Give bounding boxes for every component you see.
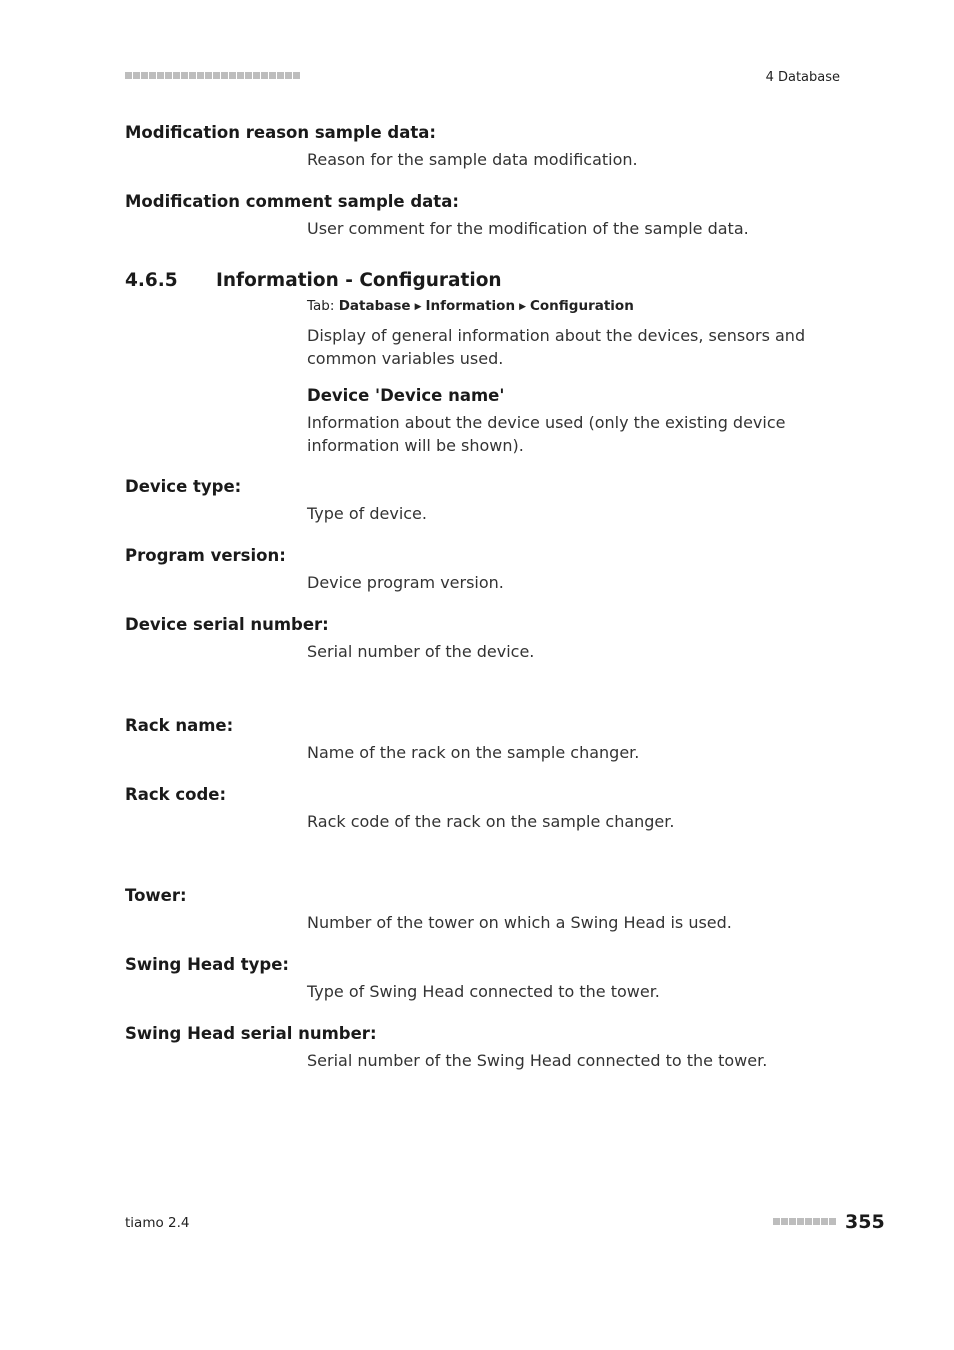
subheading-device-name: Device 'Device name' (307, 386, 505, 405)
term-modification-comment: Modification comment sample data: (125, 192, 459, 211)
term-swing-head-type: Swing Head type: (125, 955, 290, 974)
desc-program-version: Device program version. (307, 573, 504, 592)
chapter-header: 4 Database (765, 70, 840, 85)
section-title: Information - Configuration (216, 270, 502, 291)
triangle-right-icon: ▶ (519, 302, 526, 312)
term-rack-code: Rack code: (125, 785, 227, 804)
desc-device-serial-number: Serial number of the device. (307, 642, 535, 661)
tab-path-database: Database (338, 298, 411, 314)
desc-modification-comment: User comment for the modification of the sample data. (307, 219, 749, 238)
desc-rack-code: Rack code of the rack on the sample changer. (307, 812, 675, 831)
term-modification-reason: Modification reason sample data: (125, 123, 436, 142)
footer-product: tiamo 2.4 (125, 1215, 190, 1231)
term-program-version: Program version: (125, 546, 286, 565)
tab-prefix: Tab: (307, 298, 335, 314)
desc-rack-name: Name of the rack on the sample changer. (307, 743, 640, 762)
page-number: 355 (845, 1211, 885, 1233)
section-intro: Display of general information about the devices, sensors and common variables used. (307, 326, 806, 368)
subheading-intro: Information about the device used (only the existing device information will be shown). (307, 413, 786, 455)
tab-path-configuration: Configuration (530, 298, 634, 314)
desc-swing-head-type: Type of Swing Head connected to the tower. (307, 982, 660, 1001)
desc-swing-head-serial-number: Serial number of the Swing Head connected to the tower. (307, 1051, 768, 1070)
section-number: 4.6.5 (125, 270, 178, 291)
term-swing-head-serial-number: Swing Head serial number: (125, 1024, 377, 1043)
term-device-type: Device type: (125, 477, 242, 496)
term-device-serial-number: Device serial number: (125, 615, 329, 634)
tab-path (307, 298, 634, 314)
term-rack-name: Rack name: (125, 716, 234, 735)
desc-tower: Number of the tower on which a Swing Head is used. (307, 913, 732, 932)
tab-path-information: Information (425, 298, 516, 314)
desc-device-type: Type of device. (307, 504, 427, 523)
desc-modification-reason: Reason for the sample data modification. (307, 150, 638, 169)
term-tower: Tower: (125, 886, 187, 905)
triangle-right-icon: ▶ (414, 302, 422, 312)
footer-decoration (773, 1218, 836, 1225)
header-decoration (125, 72, 300, 79)
